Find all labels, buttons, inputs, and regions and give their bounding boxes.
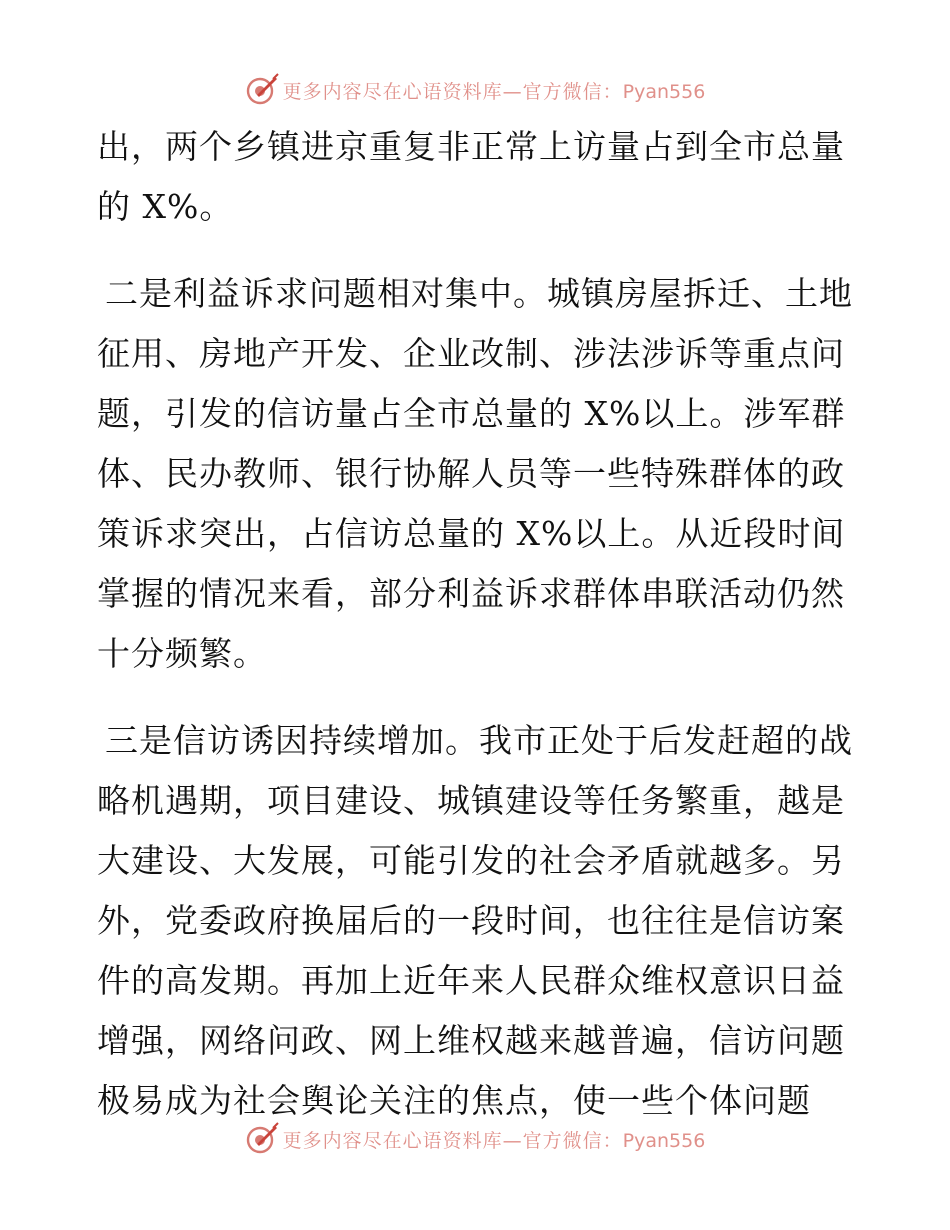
quill-pen-logo-icon (245, 1122, 279, 1156)
watermark-text: 更多内容尽在心语资料库—官方微信：Pyan556 (282, 80, 706, 103)
watermark-wechat-id: Pyan556 (622, 1129, 706, 1152)
watermark-wechat-id: Pyan556 (622, 80, 706, 103)
paragraph-1: 出，两个乡镇进京重复非正常上访量占到全市总量的 X%。 (97, 127, 845, 226)
document-body (97, 117, 857, 1131)
watermark-text: 更多内容尽在心语资料库—官方微信：Pyan556 (282, 1129, 706, 1152)
quill-pen-logo-icon (245, 73, 279, 107)
header-watermark (0, 70, 950, 110)
paragraph-2: 二是利益诉求问题相对集中。城镇房屋拆迁、土地征用、房地产开发、企业改制、涉法涉诉等重点问题，引发的信访量占全市总量的 X%以上。涉军群体、民办教师、银行协解人员等一些特殊群体的政策诉求突出，占信访总量的 X%以上。从近段时间掌握的情况来看，部分利益诉求群体串联活动仍然十分频繁。 (97, 274, 853, 673)
footer-watermark (0, 1119, 950, 1159)
paragraph-3: 三是信访诱因持续增加。我市正处于后发赶超的战略机遇期，项目建设、城镇建设等任务繁重，越是大建设、大发展，可能引发的社会矛盾就越多。另外，党委政府换届后的一段时间，也往往是信访案件的高发期。再加上近年来人民群众维权意识日益增强，网络问政、网上维权越来越普遍，信访问题极易成为社会舆论关注的焦点，使一些个体问题 (97, 721, 853, 1120)
